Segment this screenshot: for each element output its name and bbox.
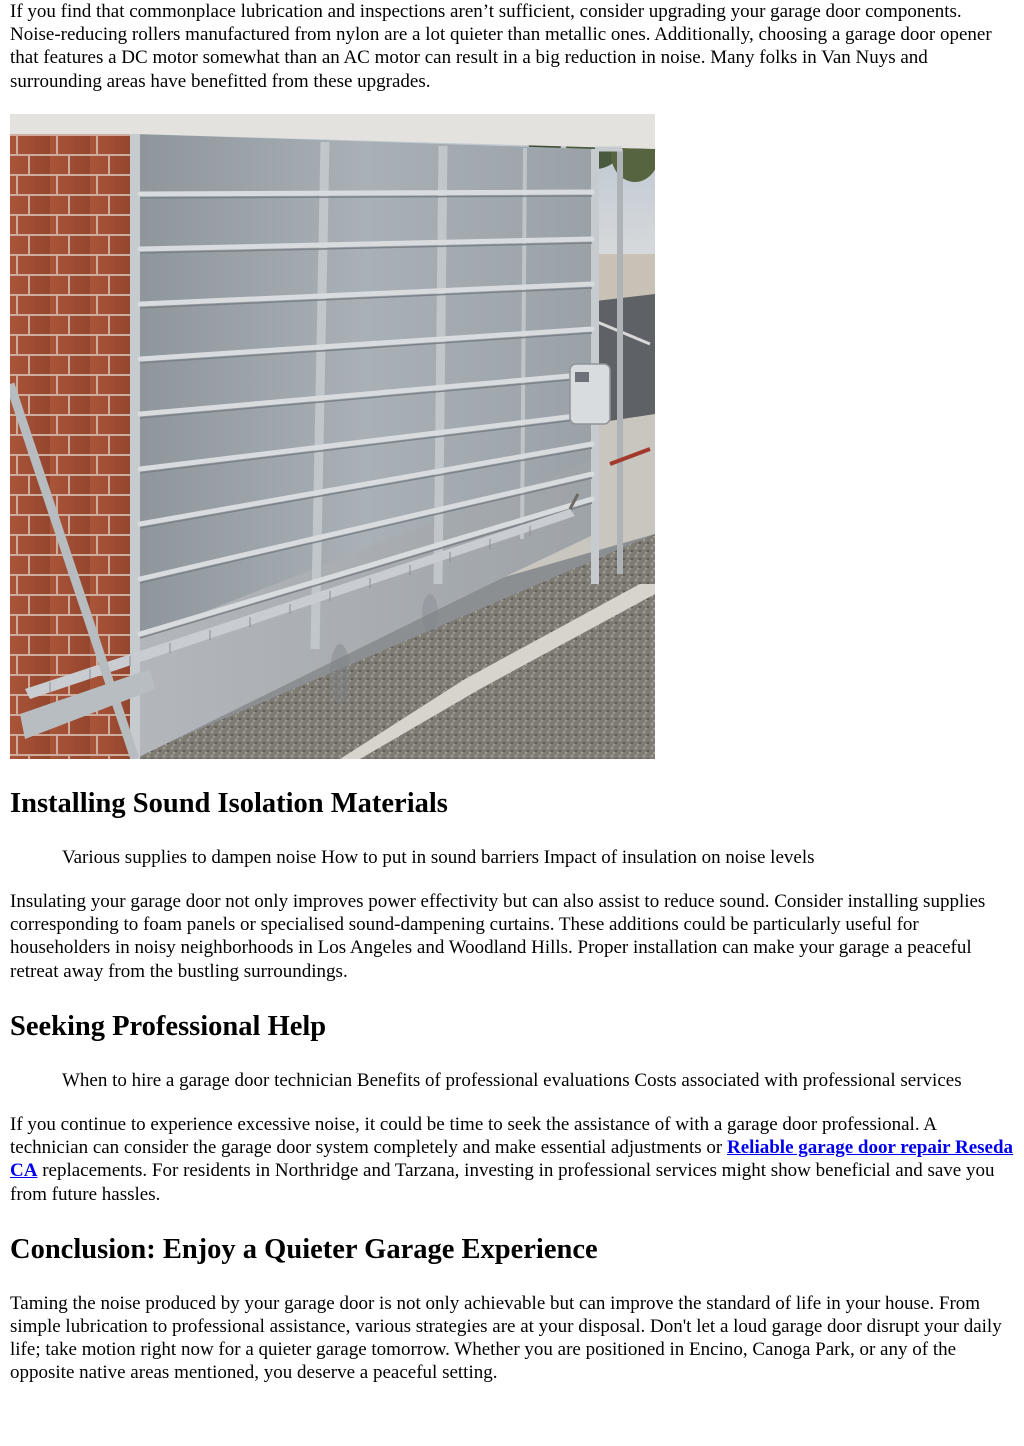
reseda-repair-link[interactable]: Reliable garage door repair Reseda CA: [10, 1137, 1014, 1182]
professional-help-text-after: replacements. For residents in Northridge and Tarzana, investing in professional services might show beneficial and save you from future hassles.: [10, 1160, 995, 1205]
conclusion-heading: Conclusion: Enjoy a Quieter Garage Experience: [10, 1233, 598, 1265]
sound-isolation-paragraph: Insulating your garage door not only improves power effectivity but can also assist to reduce sound. Consider installing supplies corresponding to foam panels or specialised sound-dampening curtains. These additions could be particularly useful for householders in noisy neighborhoods in Los Angeles and Woodland Hills. Proper installation can make your garage a peaceful retreat away from the bustling surroundings.: [10, 891, 986, 982]
professional-help-text-before: If you continue to experience excessive noise, it could be time to seek the assistance of with a garage door professional. A technician can consider the garage door system completely and make essential adjustments or: [10, 1114, 936, 1159]
conclusion-paragraph: Taming the noise produced by your garage door is not only achievable but can improve the standard of life in your house. From simple lubrication to professional assistance, various strategies are at your disposal. Don't let a loud garage door disrupt your daily life; take motion right now for a quieter garage tomorrow. Whether you are positioned in Encino, Canoga Park, or any of the opposite native areas mentioned, you deserve a peaceful setting.: [10, 1292, 1002, 1384]
sound-isolation-list: Various supplies to dampen noise How to put in sound barriers Impact of insulation on noise levels: [62, 846, 815, 868]
gate-photo-illustration: [10, 114, 655, 759]
professional-help-paragraph: [10, 1113, 1014, 1206]
sound-isolation-heading: Installing Sound Isolation Materials: [10, 787, 448, 819]
professional-help-heading: Seeking Professional Help: [10, 1010, 327, 1042]
gate-photo: [10, 114, 655, 759]
professional-help-list: When to hire a garage door technician Benefits of professional evaluations Costs associated with professional services: [62, 1069, 962, 1091]
intro-paragraph: If you find that commonplace lubrication and inspections aren’t sufficient, consider upgrading your garage door components. Noise-reducing rollers manufactured from nylon are a lot quieter than metallic ones. Additionally, choosing a garage door opener that features a DC motor somewhat than an AC motor can result in a big reduction in noise. Many folks in Van Nuys and surrounding areas have benefitted from these upgrades.: [10, 1, 992, 92]
